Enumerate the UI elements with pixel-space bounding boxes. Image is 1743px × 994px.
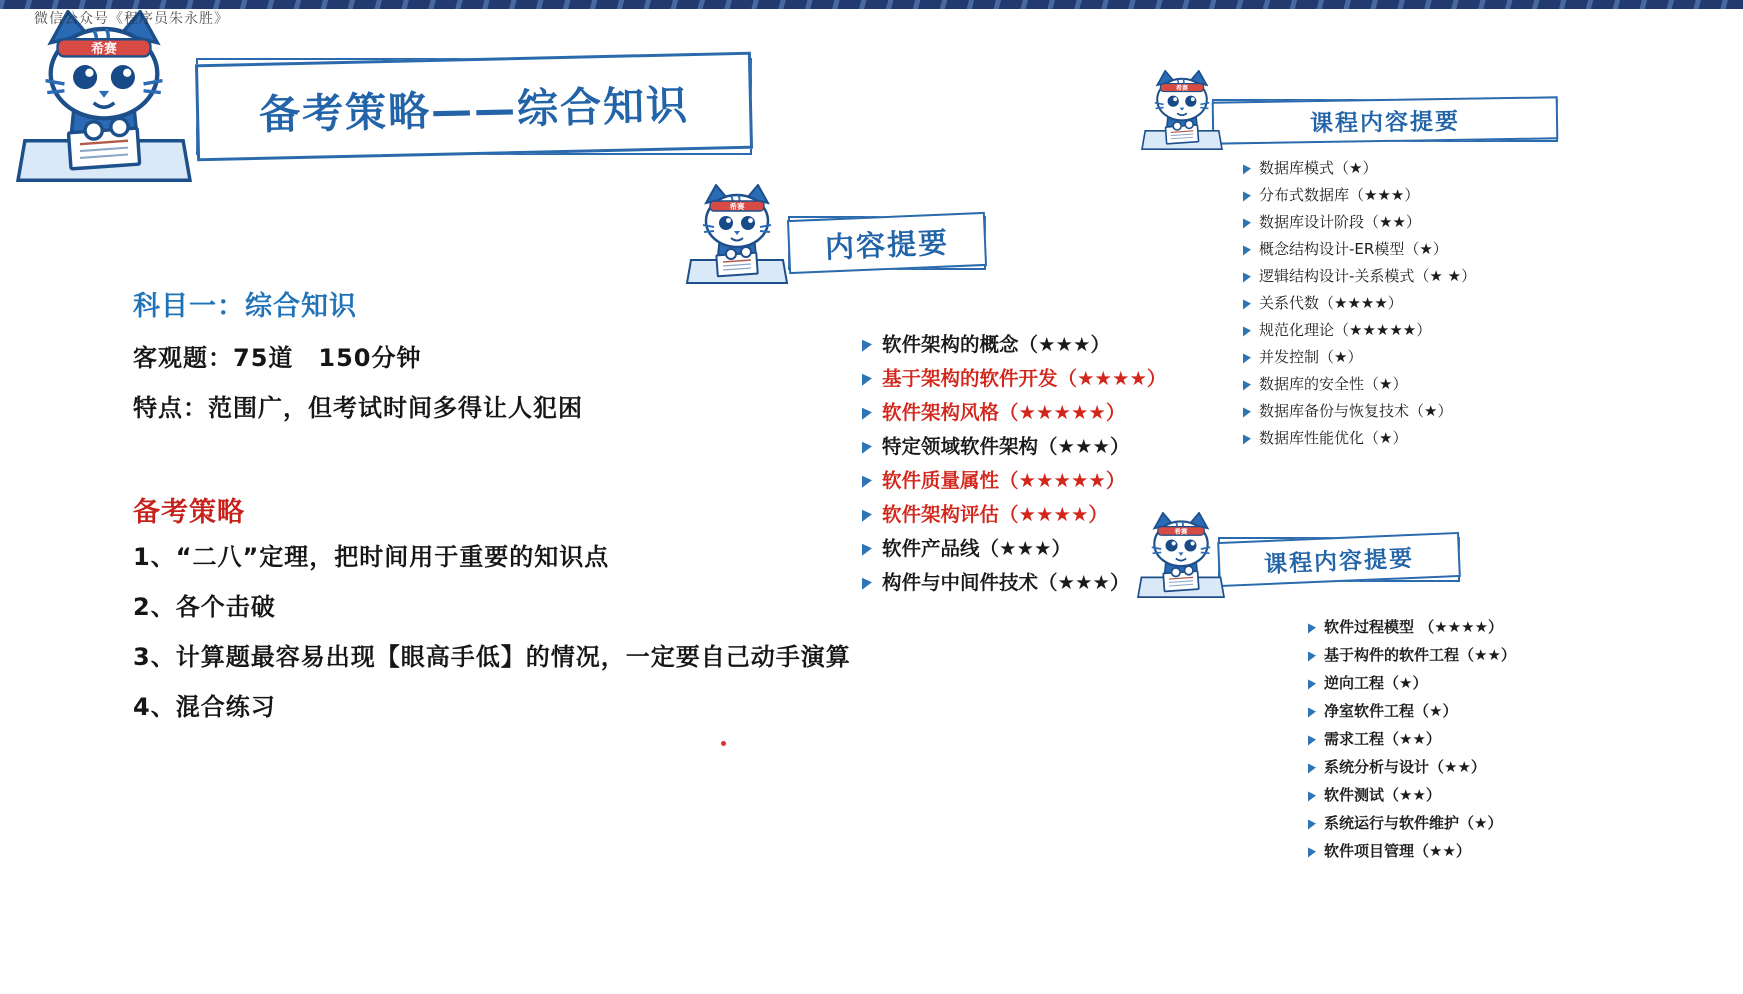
cat-mascot-title-icon (6, 10, 202, 182)
exam-feature-line: 特点：范围广，但考试时间多得让人犯困 (133, 394, 583, 422)
list-item (1308, 814, 1516, 833)
database-topic-list (1243, 159, 1476, 448)
strategy-item: 3、计算题最容易出现【眼高手低】的情况，一定要自己动手演算 (133, 643, 851, 671)
list-item (1243, 294, 1476, 313)
list-item-text: 概念结构设计-ER模型（★） (1259, 240, 1448, 258)
architecture-topic-list (862, 334, 1166, 594)
arrow-bullet-icon (1243, 406, 1251, 417)
list-item (1308, 758, 1516, 777)
list-item (1243, 402, 1476, 421)
right-top-banner (1212, 99, 1558, 142)
strategy-item: 4、混合练习 (133, 693, 276, 721)
page-title: 备考策略——综合知识 (258, 81, 690, 139)
list-item (862, 470, 1166, 492)
arrow-bullet-icon (1243, 298, 1251, 309)
right-bottom-banner-title: 课程内容提要 (1263, 545, 1415, 579)
right-bottom-banner-box (1217, 532, 1461, 587)
list-item-text: 数据库备份与恢复技术（★） (1259, 402, 1453, 420)
list-item (862, 572, 1166, 594)
list-item-text: 软件架构的概念（★★★） (882, 333, 1110, 356)
list-item-text: 构件与中间件技术（★★★） (882, 571, 1130, 594)
list-item (1308, 702, 1516, 721)
list-item-text: 软件产品线（★★★） (882, 537, 1071, 560)
arrow-bullet-icon (1308, 790, 1316, 801)
list-item (862, 538, 1166, 560)
list-item (862, 436, 1166, 458)
arrow-bullet-icon (1243, 433, 1251, 444)
arrow-bullet-icon (1308, 762, 1316, 773)
arrow-bullet-icon (1308, 706, 1316, 717)
list-item-text: 数据库设计阶段（★★） (1259, 213, 1421, 231)
list-item (1308, 842, 1516, 861)
list-item (1308, 646, 1516, 665)
arrow-bullet-icon (1308, 678, 1316, 689)
list-item (1243, 348, 1476, 367)
arrow-bullet-icon (1243, 271, 1251, 282)
list-item (1243, 186, 1476, 205)
title-banner-box (195, 52, 753, 162)
list-item-text: 数据库性能优化（★） (1259, 429, 1408, 447)
arrow-bullet-icon (1243, 244, 1251, 255)
top-border-strip (0, 0, 1743, 9)
list-item (862, 402, 1166, 424)
list-item-text: 基于构件的软件工程（★★） (1324, 646, 1516, 664)
arrow-bullet-icon (862, 338, 872, 351)
list-item (1308, 730, 1516, 749)
arrow-bullet-icon (1308, 650, 1316, 661)
list-item-text: 关系代数（★★★★） (1259, 294, 1403, 312)
cat-mascot-middle-icon (684, 184, 790, 284)
list-item-text: 软件架构风格（★★★★★） (882, 401, 1126, 424)
strategy-item: 1、“二八”定理，把时间用于重要的知识点 (133, 543, 610, 571)
arrow-bullet-icon (1243, 352, 1251, 363)
laser-pointer-dot (721, 741, 726, 746)
list-item-text: 规范化理论（★★★★★） (1259, 321, 1432, 339)
list-item-text: 逆向工程（★） (1324, 674, 1428, 692)
list-item (1243, 429, 1476, 448)
list-item-text: 需求工程（★★） (1324, 730, 1441, 748)
strategy-item: 2、各个击破 (133, 593, 276, 621)
arrow-bullet-icon (1243, 217, 1251, 228)
right-top-banner-box (1212, 96, 1559, 144)
list-item-text: 并发控制（★） (1259, 348, 1363, 366)
list-item (1243, 321, 1476, 340)
list-item (862, 368, 1166, 390)
list-item-text: 特定领域软件架构（★★★） (882, 435, 1130, 458)
arrow-bullet-icon (862, 440, 872, 453)
list-item (1308, 618, 1516, 637)
arrow-bullet-icon (862, 474, 872, 487)
arrow-bullet-icon (862, 542, 872, 555)
list-item-text: 系统运行与软件维护（★） (1324, 814, 1503, 832)
strategy-list (133, 543, 851, 722)
list-item (862, 504, 1166, 526)
right-bottom-banner (1218, 537, 1460, 582)
title-banner (196, 58, 752, 155)
list-item-text: 系统分析与设计（★★） (1324, 758, 1486, 776)
arrow-bullet-icon (862, 372, 872, 385)
arrow-bullet-icon (1308, 846, 1316, 857)
arrow-bullet-icon (862, 406, 872, 419)
watermark: 微信公众号《程序员朱永胜》 (34, 11, 229, 27)
list-item (1243, 213, 1476, 232)
cat-mascot-right-top-icon (1140, 70, 1224, 150)
middle-banner (788, 216, 986, 270)
list-item-text: 软件过程模型 （★★★★） (1324, 618, 1504, 636)
list-item (1243, 159, 1476, 178)
arrow-bullet-icon (1308, 818, 1316, 829)
list-item-text: 数据库的安全性（★） (1259, 375, 1408, 393)
exam-format-line: 客观题：75道 150分钟 (133, 344, 422, 372)
software-engineering-topic-list (1308, 618, 1516, 861)
subject-heading: 科目一：综合知识 (133, 291, 357, 322)
list-item-text: 软件项目管理（★★） (1324, 842, 1471, 860)
list-item-text: 净室软件工程（★） (1324, 702, 1458, 720)
arrow-bullet-icon (862, 576, 872, 589)
list-item-text: 软件测试（★★） (1324, 786, 1441, 804)
list-item-text: 分布式数据库（★★★） (1259, 186, 1420, 204)
list-item (1243, 240, 1476, 259)
list-item-text: 逻辑结构设计-关系模式（★ ★） (1259, 267, 1477, 285)
list-item (862, 334, 1166, 356)
arrow-bullet-icon (1243, 190, 1251, 201)
strategy-heading: 备考策略 (133, 497, 245, 528)
arrow-bullet-icon (1243, 379, 1251, 390)
list-item (1243, 267, 1476, 286)
list-item-text: 基于架构的软件开发（★★★★） (882, 367, 1167, 390)
list-item (1308, 786, 1516, 805)
right-top-banner-title: 课程内容提要 (1309, 108, 1461, 138)
list-item (1308, 674, 1516, 693)
cat-mascot-right-bottom-icon (1136, 512, 1226, 598)
arrow-bullet-icon (1243, 163, 1251, 174)
list-item-text: 软件质量属性（★★★★★） (882, 469, 1126, 492)
list-item (1243, 375, 1476, 394)
list-item-text: 数据库模式（★） (1259, 159, 1378, 177)
list-item-text: 软件架构评估（★★★★） (882, 503, 1108, 526)
arrow-bullet-icon (1308, 734, 1316, 745)
middle-banner-box (787, 212, 987, 274)
arrow-bullet-icon (862, 508, 872, 521)
arrow-bullet-icon (1308, 622, 1316, 633)
arrow-bullet-icon (1243, 325, 1251, 336)
middle-banner-title: 内容提要 (824, 224, 950, 265)
